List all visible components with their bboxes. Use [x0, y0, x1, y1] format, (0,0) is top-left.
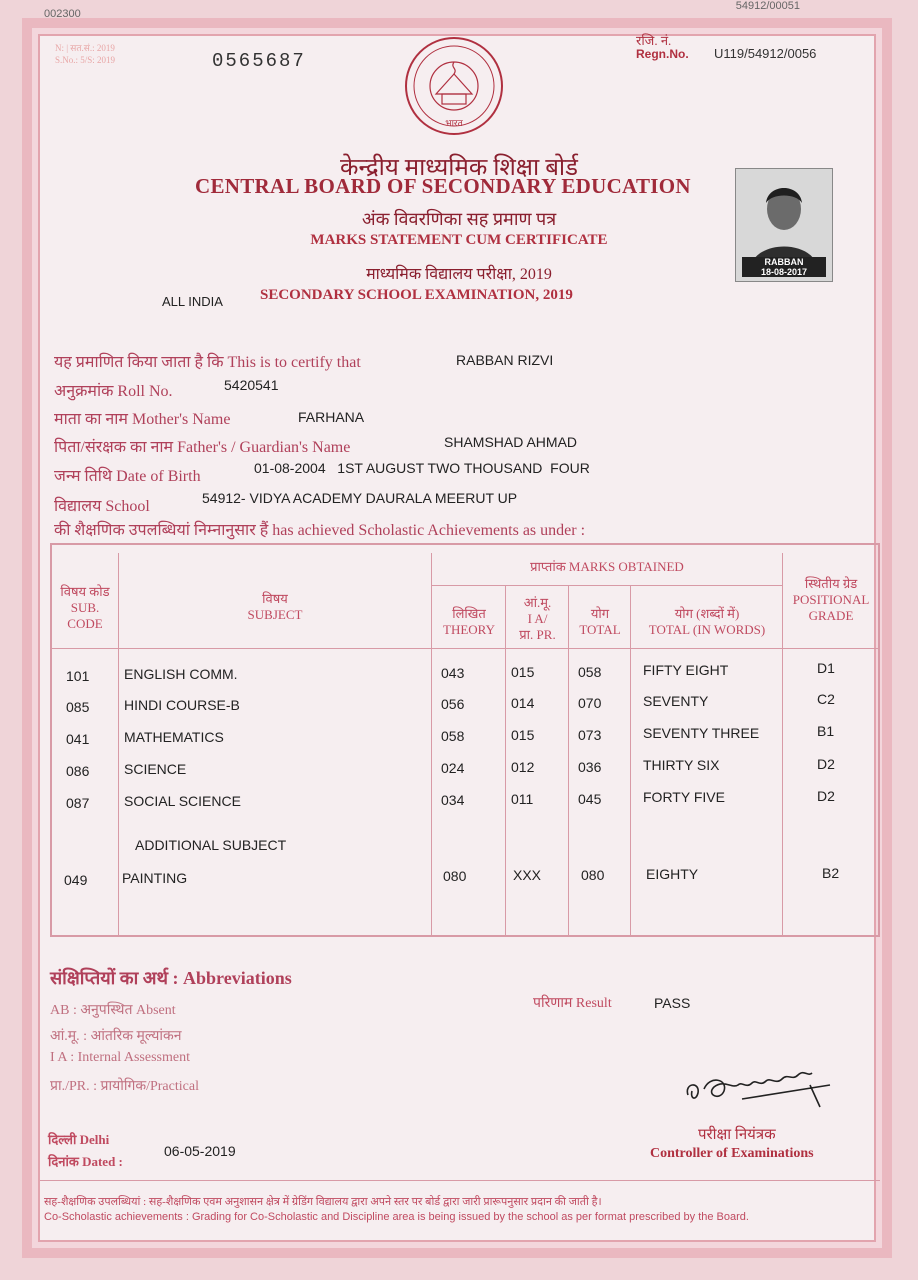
- header-text: TOTAL (IN WORDS): [648, 622, 766, 637]
- header-text: SUBJECT: [247, 607, 303, 622]
- header-text: THEORY: [443, 622, 495, 637]
- header-text: आं.मू.: [523, 595, 552, 610]
- grade: D1: [817, 660, 835, 676]
- father-name: SHAMSHAD AHMAD: [444, 434, 578, 450]
- header-text: लिखित: [452, 606, 486, 621]
- achievements-label: की शैक्षणिक उपलब्धियां निम्नानुसार हैं has achieved Scholastic Achievements as under :: [54, 522, 586, 539]
- sub-code: 086: [66, 763, 90, 779]
- abbreviations-heading: संक्षिप्तियों का अर्थ : Abbreviations: [50, 968, 292, 988]
- ia-marks: 015: [511, 664, 535, 680]
- stamp-line: S.No.: 5/S: 2019: [55, 55, 116, 65]
- header-internal-assessment: [507, 595, 568, 643]
- serial-stamp: [55, 42, 115, 66]
- regn-label-hindi: रजि. नं.: [636, 33, 672, 48]
- grade: D2: [817, 788, 835, 804]
- total-marks: 036: [578, 759, 602, 775]
- header-subject: [120, 591, 430, 623]
- footer-note-hindi: सह-शैक्षणिक उपलब्धियां : सह-शैक्षणिक एवम अनुशासन क्षेत्र में ग्रेडिंग विद्यालय द्वारा अपने स्तर पर बोर्ड द्वारा जारी प्रारूपनुसार प्रदान की जाती है।: [44, 1196, 602, 1208]
- roll-number: 5420541: [224, 377, 279, 393]
- logo-caption: भारत: [445, 119, 463, 129]
- header-marks-obtained: प्राप्तांक MARKS OBTAINED: [530, 559, 684, 574]
- top-left-number: 002300: [44, 8, 81, 20]
- top-right-number: 54912/00051: [735, 0, 800, 12]
- sub-code: 049: [64, 872, 88, 888]
- photo-caption: [742, 257, 826, 277]
- sub-code: 085: [66, 699, 90, 715]
- header-text: विषय: [262, 591, 288, 606]
- result-label: परिणाम Result: [533, 996, 612, 1011]
- header-text: POSITIONAL: [792, 592, 870, 607]
- header-text: विषय कोड: [60, 584, 110, 599]
- sub-code: 041: [66, 731, 90, 747]
- student-photo: [735, 168, 833, 282]
- table-divider: [568, 585, 569, 935]
- school-name: 54912- VIDYA ACADEMY DAURALA MEERUT UP: [202, 490, 518, 506]
- theory-marks: 056: [441, 696, 465, 712]
- footer-note: Co-Scholastic achievements : Grading for Co-Scholastic and Discipline area is being issued by the school as per format prescribed by the Board.: [44, 1211, 749, 1223]
- regn-label: Regn.No.: [636, 47, 689, 61]
- grade: D2: [817, 756, 835, 772]
- mother-name: FARHANA: [298, 409, 365, 425]
- header-text: CODE: [67, 616, 103, 631]
- exam-title-hindi: माध्यमिक विद्यालय परीक्षा, 2019: [366, 266, 552, 283]
- roll-label: अनुक्रमांक Roll No.: [54, 383, 173, 400]
- theory-marks: 058: [441, 728, 465, 744]
- exam-title: SECONDARY SCHOOL EXAMINATION, 2019: [260, 287, 573, 303]
- total-marks: 058: [578, 664, 602, 680]
- subject-name: MATHEMATICS: [124, 729, 224, 745]
- regn-number: U119/54912/0056: [714, 46, 817, 61]
- controller-signature: [680, 1055, 840, 1115]
- total-in-words: SEVENTY THREE: [643, 725, 760, 741]
- certify-label: यह प्रमाणित किया जाता है कि This is to certify that: [54, 354, 361, 371]
- header-text: योग (शब्दों में): [674, 606, 740, 621]
- ia-marks: 011: [511, 791, 534, 807]
- theory-marks: 080: [443, 868, 467, 884]
- photo-caption-date: 18-08-2017: [760, 267, 808, 277]
- school-label: विद्यालय School: [54, 498, 150, 515]
- subject-name: HINDI COURSE-B: [124, 697, 240, 713]
- table-divider: [431, 553, 432, 935]
- total-marks: 080: [581, 867, 605, 883]
- additional-subject-heading: ADDITIONAL SUBJECT: [135, 837, 287, 853]
- header-text: SUB.: [70, 600, 100, 615]
- table-divider: [431, 585, 782, 586]
- photo-caption-name: RABBAN: [764, 257, 804, 267]
- total-in-words: SEVENTY: [643, 693, 709, 709]
- theory-marks: 034: [441, 792, 465, 808]
- subject-name: PAINTING: [122, 870, 188, 886]
- grade: C2: [817, 691, 835, 707]
- header-text: स्थितीय ग्रेड: [804, 576, 858, 591]
- board-title: CENTRAL BOARD OF SECONDARY EDUCATION: [195, 174, 691, 198]
- all-india-label: ALL INDIA: [162, 294, 223, 309]
- header-text: GRADE: [808, 608, 854, 623]
- table-divider: [50, 648, 880, 649]
- abbreviation-line: I A : Internal Assessment: [50, 1050, 190, 1065]
- cbse-emblem-logo: [402, 34, 506, 138]
- table-divider: [505, 585, 506, 935]
- abbreviation-line: AB : अनुपस्थित Absent: [50, 1003, 176, 1018]
- ia-marks: 012: [511, 759, 535, 775]
- header-text: TOTAL: [579, 622, 621, 637]
- footer-divider: [40, 1180, 880, 1181]
- sub-code: 087: [66, 795, 90, 811]
- total-in-words: FORTY FIVE: [643, 789, 725, 805]
- total-in-words: THIRTY SIX: [643, 757, 720, 773]
- mother-label: माता का नाम Mother's Name: [54, 411, 231, 428]
- grade: B1: [817, 723, 835, 739]
- header-total-in-words: [632, 606, 782, 638]
- stamp-line: N: | सत.सं.: 2019: [55, 43, 115, 53]
- total-marks: 070: [578, 695, 602, 711]
- theory-marks: 024: [441, 760, 465, 776]
- sub-code: 101: [66, 668, 90, 684]
- student-name: RABBAN RIZVI: [456, 352, 554, 368]
- serial-number: 0565687: [212, 50, 306, 72]
- father-label: पिता/संरक्षक का नाम Father's / Guardian's Name: [54, 439, 351, 456]
- header-positional-grade: [784, 576, 878, 624]
- header-text: I A/: [527, 611, 548, 626]
- controller-title-hindi: परीक्षा नियंत्रक: [698, 1127, 776, 1143]
- ia-marks: 015: [511, 727, 535, 743]
- abbreviation-line: प्रा./PR. : प्रायोगिक/Practical: [50, 1079, 199, 1094]
- header-theory: [433, 606, 505, 638]
- statement-title: MARKS STATEMENT CUM CERTIFICATE: [310, 232, 608, 248]
- table-divider: [118, 553, 119, 935]
- total-in-words: FIFTY EIGHT: [643, 662, 729, 678]
- header-text: योग: [590, 606, 610, 621]
- dob-label: जन्म तिथि Date of Birth: [54, 468, 201, 485]
- table-divider: [782, 553, 783, 935]
- header-text: प्रा. PR.: [519, 627, 556, 642]
- grade: B2: [822, 865, 840, 881]
- header-sub-code: [52, 584, 118, 632]
- table-divider: [630, 585, 631, 935]
- subject-name: SCIENCE: [124, 761, 187, 777]
- ia-marks: XXX: [513, 867, 542, 883]
- total-marks: 045: [578, 791, 602, 807]
- total-marks: 073: [578, 727, 602, 743]
- theory-marks: 043: [441, 665, 465, 681]
- issue-date: 06-05-2019: [164, 1143, 236, 1159]
- subject-name: ENGLISH COMM.: [124, 666, 238, 682]
- controller-title: Controller of Examinations: [650, 1146, 814, 1161]
- header-total: [570, 606, 630, 638]
- place-label: दिल्ली Delhi: [48, 1132, 110, 1147]
- total-in-words: EIGHTY: [646, 866, 699, 882]
- ia-marks: 014: [511, 695, 535, 711]
- date-of-birth: 01-08-2004 1ST AUGUST TWO THOUSAND FOUR: [254, 460, 590, 476]
- dated-label: दिनांक Dated :: [48, 1154, 123, 1169]
- subject-name: SOCIAL SCIENCE: [124, 793, 241, 809]
- board-title-hindi: केन्द्रीय माध्यमिक शिक्षा बोर्ड: [340, 155, 578, 181]
- abbreviation-line: आं.मू. : आंतरिक मूल्यांकन: [50, 1029, 182, 1044]
- statement-title-hindi: अंक विवरणिका सह प्रमाण पत्र: [361, 209, 557, 229]
- result-value: PASS: [654, 995, 691, 1011]
